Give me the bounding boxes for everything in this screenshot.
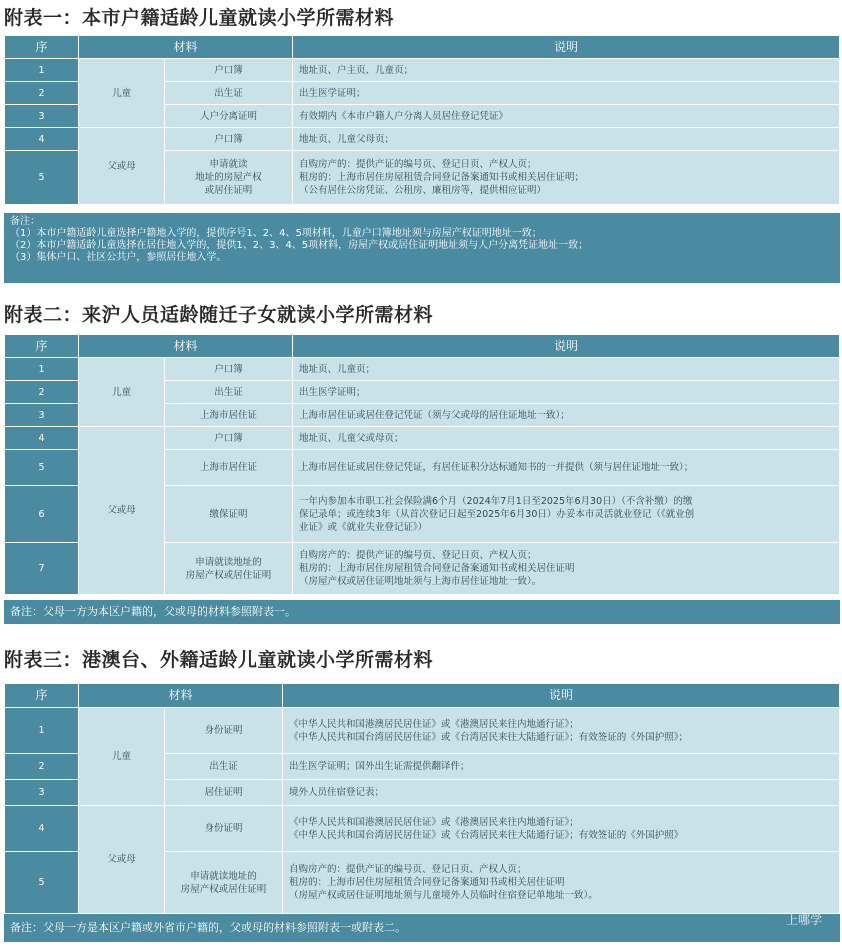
table-row (5, 708, 840, 754)
description-line: 租房的：上海市居住房屋租赁合同登记备案通知书或相关居住证明 (289, 877, 565, 888)
description-cell: 地址页、儿童页； (293, 358, 840, 381)
description-cell: 有效期内《本市户籍人户分离人员居住登记凭证》 (293, 105, 840, 128)
material-line: 申请就读地址的 (190, 870, 257, 882)
header-seq: 序 (5, 335, 79, 358)
description-line: （公有居住公房凭证、公租房、廉租房等，提供相应证明） (299, 185, 547, 196)
row-number: 4 (5, 128, 79, 151)
description-cell: 境外人员住宿登记表； (283, 780, 840, 806)
material-line: 房屋产权或居住证明 (180, 883, 267, 895)
material-cell: 上海市居住证 (165, 450, 293, 486)
material-line: 申请就读地址的 (195, 556, 262, 568)
material-cell: 身份证明 (165, 708, 283, 754)
row-number: 2 (5, 82, 79, 105)
description-line: 保记录单；或连续3年（从首次登记日起至2025年6月30日）办妥本市灵活就业登记（《就业创 (299, 508, 695, 520)
table-row (5, 427, 840, 450)
description-cell: 上海市居住证或居住登记凭证，有居住证积分达标通知书的一并提供（须与居住证地址一致）； (293, 450, 840, 486)
row-number: 1 (5, 708, 79, 754)
description-line: 《中华人民共和国港澳居民居住证》或《港澳居民来往内地通行证》； (289, 816, 579, 828)
material-cell: 户口簿 (165, 59, 293, 82)
row-number: 2 (5, 381, 79, 404)
header-desc: 说明 (283, 684, 840, 708)
description-cell: 地址页、儿童父母页； (293, 128, 840, 151)
row-number: 7 (5, 543, 79, 595)
description-line: 租房的：上海市居住房屋租赁合同登记备案通知书或相关居住证明 (299, 563, 575, 574)
note-line: 备注：父母一方是本区户籍或外省市户籍的，父或母的材料参照附表一或附表二。 (10, 921, 406, 934)
description-line: 《中华人民共和国台湾居民居住证》或《台湾居民来往大陆通行证》；有效签证的《外国护照》 (289, 829, 684, 841)
table1 (4, 35, 840, 205)
description-cell: 地址页、儿童父或母页； (293, 427, 840, 450)
description-line: 一年内参加本市职工社会保险满6个月（2024年7月1日至2025年6月30日）（不含补缴）的缴 (299, 495, 693, 507)
description-cell (283, 852, 840, 914)
material-line: 房屋产权或居住证明 (185, 569, 272, 581)
material-cell: 户口簿 (165, 358, 293, 381)
description-cell: 出生医学证明； (293, 381, 840, 404)
description-cell (293, 151, 840, 205)
description-line: 自购房产的：提供产证的编号页、登记日页、产权人页； (299, 550, 537, 561)
note-line: （3）集体户口、社区公共户，参照居住地入学。 (10, 252, 227, 263)
material-cell (165, 852, 283, 914)
category-cell: 父或母 (79, 128, 165, 205)
category-cell: 儿童 (79, 59, 165, 128)
description-line: 《中华人民共和国台湾居民居住证》或《台湾居民来往大陆通行证》；有效签证的《外国护照》； (289, 731, 689, 743)
material-line: 申请就读 (209, 159, 248, 170)
material-cell: 出生证 (165, 381, 293, 404)
header-seq: 序 (5, 36, 79, 59)
table-header (5, 335, 840, 358)
watermark: 上哪学 (785, 913, 822, 927)
header-seq: 序 (5, 684, 79, 708)
header-desc: 说明 (293, 36, 840, 59)
table-row (5, 358, 840, 381)
description-cell (293, 486, 840, 543)
row-number: 5 (5, 450, 79, 486)
table-header (5, 684, 840, 708)
header-material: 材料 (79, 684, 283, 708)
material-cell: 人户分离证明 (165, 105, 293, 128)
note-line: 备注： (10, 216, 40, 227)
row-number: 1 (5, 59, 79, 82)
note-line: （1）本市户籍适龄儿童选择户籍地入学的，提供序号1、2、4、5项材料，儿童户口簿地址须与房屋产权证明地址一致； (10, 228, 542, 239)
table-header (5, 36, 840, 59)
header-desc: 说明 (293, 335, 840, 358)
category-cell: 父或母 (79, 427, 165, 595)
note-line: （2）本市户籍适龄儿童选择在居住地入学的，提供1、2、3、4、5项材料，房屋产权或居住证明地址须与人户分离凭证地址一致； (10, 240, 589, 251)
row-number: 4 (5, 806, 79, 852)
material-cell: 出生证 (165, 754, 283, 780)
table-row (5, 806, 840, 852)
material-cell: 户口簿 (165, 427, 293, 450)
description-cell (283, 708, 840, 754)
row-number: 3 (5, 404, 79, 427)
category-cell: 儿童 (79, 708, 165, 806)
description-cell (293, 543, 840, 595)
description-line: 自购房产的：提供产证的编号页、登记日页、产权人页； (299, 159, 537, 170)
row-number: 3 (5, 105, 79, 128)
row-number: 5 (5, 151, 79, 205)
material-cell: 户口簿 (165, 128, 293, 151)
table2-title: 附表二：来沪人员适龄随迁子女就读小学所需材料 (4, 304, 434, 326)
table2-notes (4, 600, 840, 624)
table3 (4, 683, 840, 914)
material-cell: 出生证 (165, 82, 293, 105)
material-cell (165, 151, 293, 205)
material-cell: 上海市居住证 (165, 404, 293, 427)
description-line: 业证》或《就业失业登记证》） (299, 521, 428, 533)
row-number: 1 (5, 358, 79, 381)
header-material: 材料 (79, 335, 293, 358)
row-number: 5 (5, 852, 79, 914)
row-number: 4 (5, 427, 79, 450)
table2 (4, 334, 840, 595)
description-line: 《中华人民共和国港澳居民居住证》或《港澳居民来往内地通行证》； (289, 718, 579, 730)
table-row (5, 59, 840, 82)
row-number: 3 (5, 780, 79, 806)
table1-notes (4, 213, 840, 283)
table-row (5, 128, 840, 151)
table3-notes (4, 914, 840, 942)
material-line: 或居住证明 (204, 185, 253, 196)
description-line: （房屋产权或居住证明地址须与儿童境外人员临时住宿登记单地址一致）。 (289, 890, 598, 901)
category-cell: 父或母 (79, 806, 165, 914)
material-cell: 身份证明 (165, 806, 283, 852)
description-cell: 地址页、户主页、儿童页； (293, 59, 840, 82)
table1-title: 附表一：本市户籍适龄儿童就读小学所需材料 (4, 7, 395, 29)
material-cell: 居住证明 (165, 780, 283, 806)
material-cell: 缴保证明 (165, 486, 293, 543)
header-material: 材料 (79, 36, 293, 59)
row-number: 2 (5, 754, 79, 780)
table3-title: 附表三：港澳台、外籍适龄儿童就读小学所需材料 (4, 649, 434, 671)
description-cell: 上海市居住证或居住登记凭证（须与父或母的居住证地址一致）； (293, 404, 840, 427)
description-cell (283, 806, 840, 852)
row-number: 6 (5, 486, 79, 543)
material-line: 地址的房屋产权 (195, 172, 262, 183)
material-cell (165, 543, 293, 595)
category-cell: 儿童 (79, 358, 165, 427)
description-cell: 出生医学证明； (293, 82, 840, 105)
description-line: 自购房产的：提供产证的编号页、登记日页、产权人页； (289, 864, 527, 875)
note-line: 备注：父母一方为本区户籍的，父或母的材料参照附表一。 (10, 605, 296, 618)
description-line: 租房的：上海市居住房屋租赁合同登记备案通知书或相关居住证明； (299, 172, 585, 183)
description-cell: 出生医学证明；国外出生证需提供翻译件； (283, 754, 840, 780)
description-line: （房屋产权或居住证明地址须与上海市居住证地址一致）。 (299, 576, 542, 587)
